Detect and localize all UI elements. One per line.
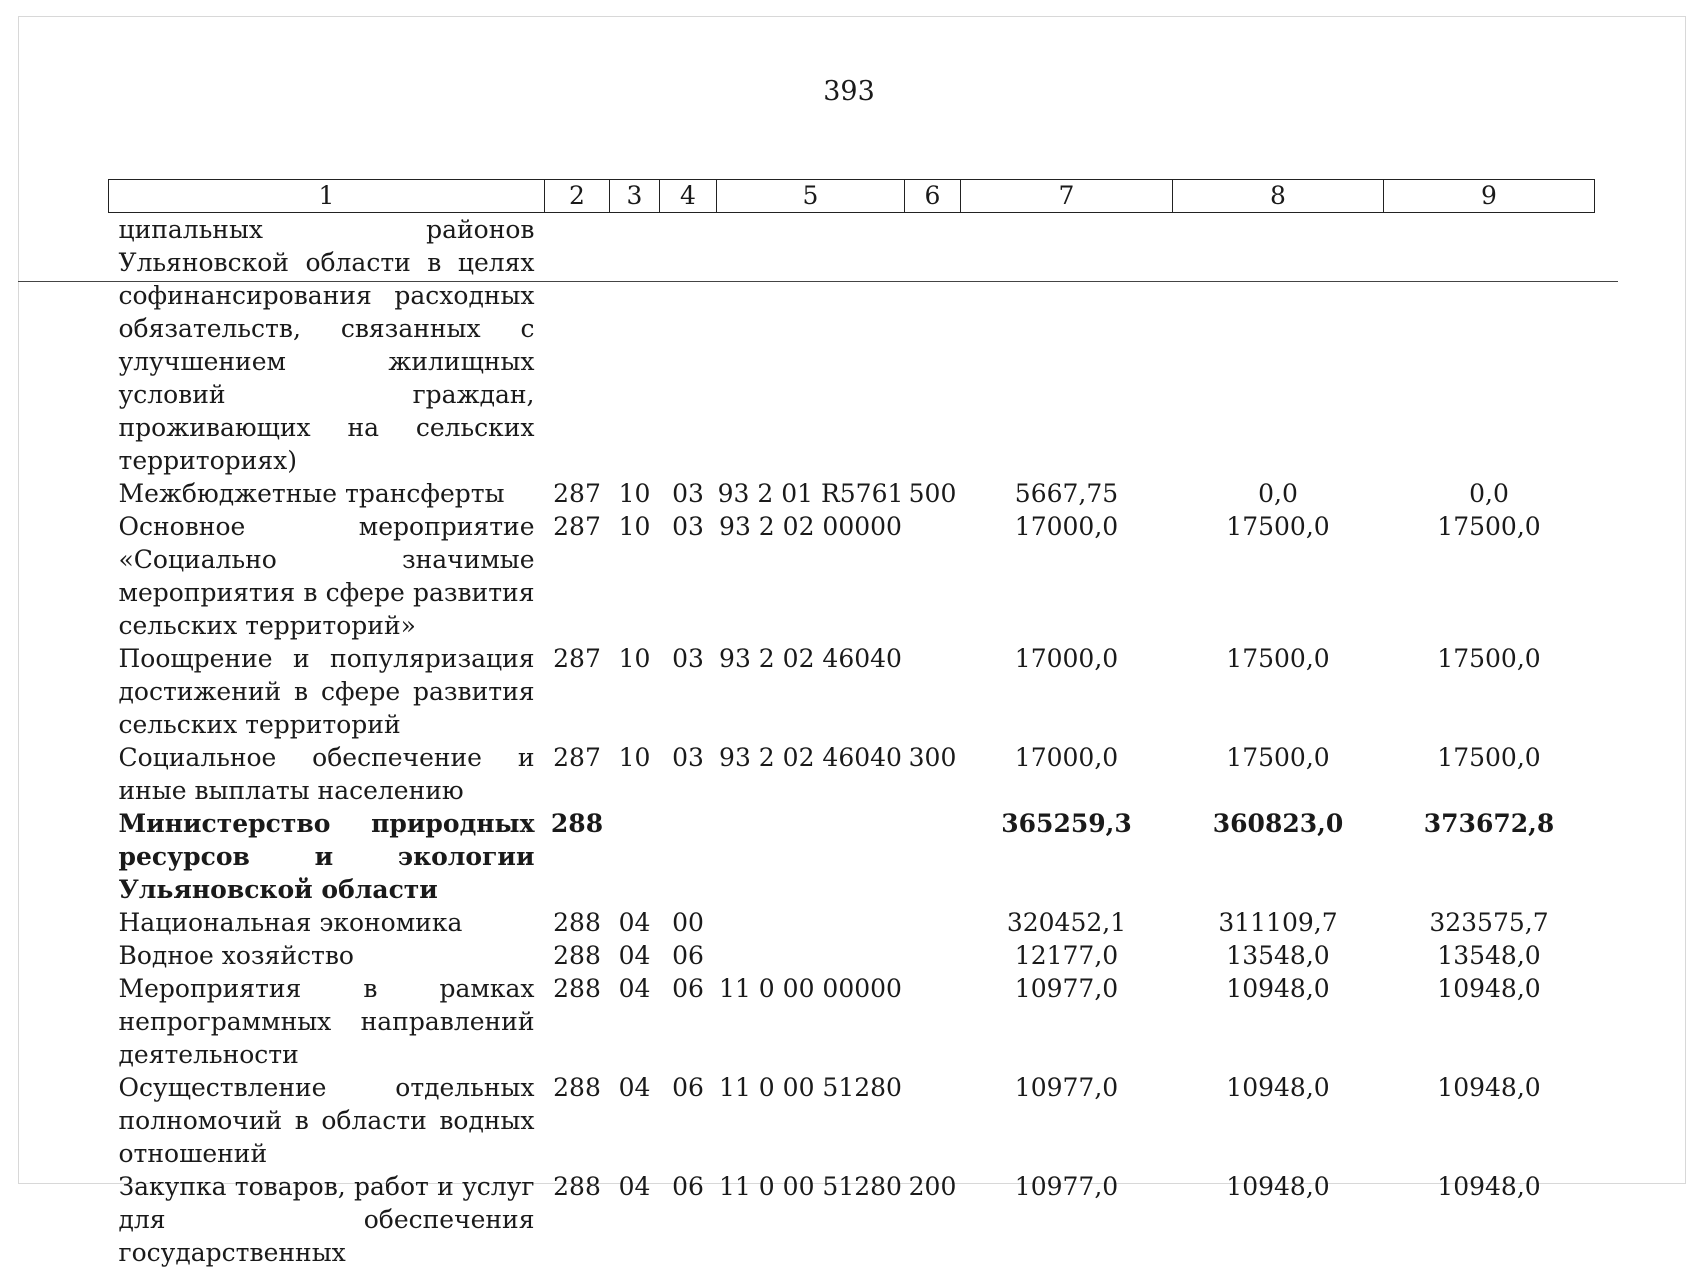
row-expense-type [905,906,961,939]
row-subsection: 03 [672,743,704,772]
page-number: 393 [823,76,875,107]
row-value-col7: 10977,0 [1014,1073,1119,1102]
row-value-col9: 17500,0 [1437,644,1541,673]
row-admin-code: 287 [553,512,601,541]
col-header-5: 5 [717,180,905,213]
row-name: Межбюджетные трансферты [118,479,505,508]
row-value-col8: 10948,0 [1226,1073,1330,1102]
row-section: 04 [618,1172,651,1201]
row-section: 10 [618,644,651,673]
table-row [109,642,1595,741]
row-expense-type [905,642,961,741]
row-name: Мероприятия в рамках непрограммных направлений деятельности [118,974,535,1069]
row-value-col7: 17000,0 [1014,743,1119,772]
row-value-col7 [961,213,1173,478]
row-name: Водное хозяйство [118,941,354,970]
row-value-col7: 10977,0 [1014,974,1119,1003]
row-value-col7: 17000,0 [1014,512,1119,541]
col-header-4: 4 [660,180,717,213]
row-section [610,807,660,906]
row-value-col8: 0,0 [1258,479,1298,508]
row-expense-type: 500 [908,479,957,508]
row-admin-code: 288 [553,974,601,1003]
header-row [109,180,1595,213]
row-name: Поощрение и популяризация достижений в сфере развития сельских территорий [118,644,535,739]
row-target-article: 93 2 02 46040 [719,644,902,673]
row-value-col9: 10948,0 [1437,1073,1541,1102]
row-target-article: 93 2 02 46040 [719,743,902,772]
row-value-col9: 17500,0 [1437,512,1541,541]
row-section [610,213,660,478]
row-subsection: 03 [672,644,704,673]
row-value-col8: 311109,7 [1218,908,1338,937]
col-header-1: 1 [109,180,545,213]
row-expense-type [905,1071,961,1170]
row-admin-code: 288 [550,809,604,838]
row-section: 04 [618,908,651,937]
row-target-article [717,807,905,906]
row-value-col8: 360823,0 [1212,809,1344,838]
row-section: 04 [618,974,651,1003]
row-expense-type [905,972,961,1071]
row-expense-type [905,939,961,972]
row-admin-code: 287 [553,743,601,772]
table-row [109,213,1595,478]
row-value-col9 [1384,213,1595,478]
row-value-col7: 5667,75 [1014,479,1119,508]
row-expense-type [905,510,961,642]
row-target-article [717,906,905,939]
row-admin-code: 287 [553,644,601,673]
row-subsection: 03 [672,479,704,508]
row-value-col9: 13548,0 [1437,941,1541,970]
table-row [109,1071,1595,1170]
row-subsection: 06 [672,1172,704,1201]
row-subsection: 00 [672,908,704,937]
row-target-article: 93 2 01 R5761 [717,479,904,508]
row-name: Социальное обеспечение и иные выплаты населению [118,743,535,805]
row-subsection: 06 [672,974,704,1003]
row-value-col8: 10948,0 [1226,1172,1330,1201]
row-name: Закупка товаров, работ и услуг для обеспечения государственных [118,1172,535,1267]
row-subsection [660,213,717,478]
row-name: Министерство природных ресурсов и экологии Ульяновской области [118,809,535,904]
row-value-col9: 10948,0 [1437,974,1541,1003]
row-name: ципальных районов Ульяновской области в целях софинансирования расходных обязательств, связанных с улучшением жилищных условий граждан, проживающих на сельских территориях) [118,215,535,475]
row-value-col7: 365259,3 [1001,809,1132,838]
row-name: Осуществление отдельных полномочий в области водных отношений [118,1073,535,1168]
row-value-col9: 17500,0 [1437,743,1541,772]
row-target-article: 11 0 00 00000 [719,974,902,1003]
row-target-article: 11 0 00 51280 [719,1172,902,1201]
row-value-col9: 373672,8 [1423,809,1555,838]
row-value-col9: 10948,0 [1437,1172,1541,1201]
row-value-col7: 320452,1 [1006,908,1127,937]
row-target-article: 11 0 00 51280 [719,1073,902,1102]
row-expense-type: 300 [908,743,957,772]
row-admin-code: 287 [553,479,601,508]
row-value-col7: 17000,0 [1014,644,1119,673]
row-name: Национальная экономика [118,908,463,937]
table-row [109,939,1595,972]
row-expense-type: 200 [908,1172,957,1201]
row-target-article [717,939,905,972]
col-header-7: 7 [961,180,1173,213]
col-header-2: 2 [545,180,610,213]
row-subsection: 03 [672,512,704,541]
row-admin-code [545,213,610,478]
row-section: 10 [618,743,651,772]
table-row [109,1170,1595,1269]
row-section: 10 [618,512,651,541]
row-section: 04 [618,1073,651,1102]
row-subsection [660,807,717,906]
row-value-col9: 323575,7 [1429,908,1549,937]
row-value-col8: 10948,0 [1226,974,1330,1003]
row-admin-code: 288 [553,941,601,970]
row-value-col7: 10977,0 [1014,1172,1119,1201]
table-row [109,510,1595,642]
table-row [109,807,1595,906]
col-header-9: 9 [1384,180,1595,213]
table-row [109,972,1595,1071]
row-value-col8: 17500,0 [1226,644,1330,673]
row-admin-code: 288 [553,1073,601,1102]
budget-table [108,179,1595,1269]
table-row [109,906,1595,939]
table-row [109,477,1595,510]
row-section: 10 [618,479,651,508]
row-subsection: 06 [672,1073,704,1102]
row-value-col8: 17500,0 [1226,512,1330,541]
col-header-3: 3 [610,180,660,213]
row-name: Основное мероприятие «Социально значимые мероприятия в сфере развития сельских территорий» [118,512,535,640]
row-value-col9: 0,0 [1469,479,1509,508]
row-admin-code: 288 [553,908,601,937]
row-value-col8: 13548,0 [1226,941,1330,970]
table-row [109,741,1595,807]
row-target-article: 93 2 02 00000 [719,512,902,541]
row-admin-code: 288 [553,1172,601,1201]
row-value-col8 [1173,213,1384,478]
col-header-6: 6 [905,180,961,213]
row-value-col7: 12177,0 [1014,941,1119,970]
row-section: 04 [618,941,651,970]
row-value-col8: 17500,0 [1226,743,1330,772]
row-expense-type [905,213,961,478]
row-expense-type [905,807,961,906]
row-subsection: 06 [672,941,704,970]
row-target-article [717,213,905,478]
col-header-8: 8 [1173,180,1384,213]
